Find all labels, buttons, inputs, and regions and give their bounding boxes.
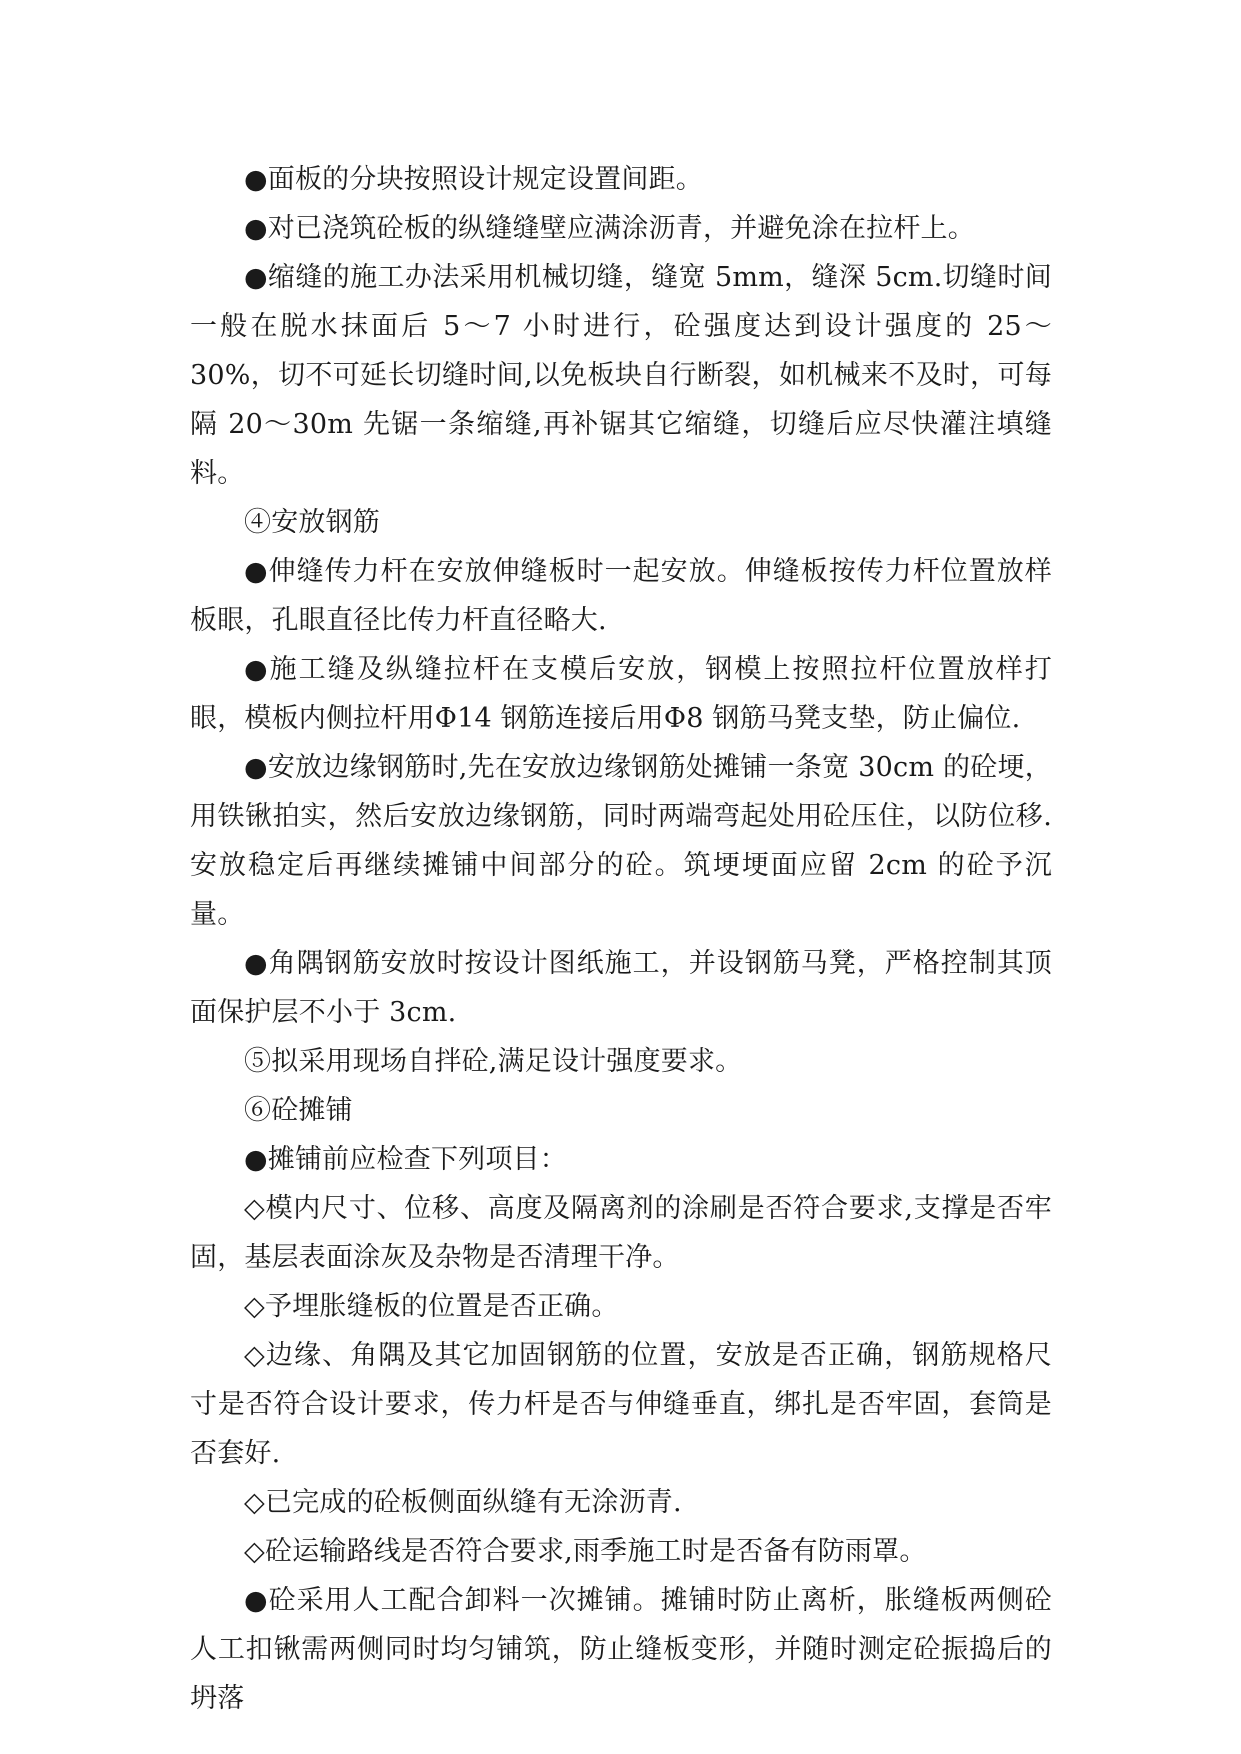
paragraph: ●缩缝的施工办法采用机械切缝，缝宽 5mm，缝深 5cm.切缝时间一般在脱水抹面后 5～7 小时进行，砼强度达到设计强度的 25～30%，切不可延长切缝时间,以免板块自行断裂，如机械来不及时，可每隔 20～30m 先锯一条缩缝,再补锯其它缩缝，切缝后应尽快灌注填缝料。 (190, 262, 1052, 489)
paragraph: ●面板的分块按照设计规定设置间距。 (244, 164, 703, 195)
paragraph: ●伸缝传力杆在安放伸缝板时一起安放。伸缝板按传力杆位置放样板眼，孔眼直径比传力杆直径略大. (190, 556, 1052, 636)
section-heading: ④安放钢筋 (244, 507, 380, 538)
paragraph: ●施工缝及纵缝拉杆在支模后安放，钢模上按照拉杆位置放样打眼，模板内侧拉杆用Φ14 钢筋连接后用Φ8 钢筋马凳支垫，防止偏位. (190, 654, 1052, 734)
paragraph: ●砼采用人工配合卸料一次摊铺。摊铺时防止离析，胀缝板两侧砼人工扣锹需两侧同时均匀铺筑，防止缝板变形，并随时测定砼振捣后的坍落 (190, 1585, 1052, 1714)
checklist-item: ◇边缘、角隅及其它加固钢筋的位置，安放是否正确，钢筋规格尺寸是否符合设计要求，传力杆是否与伸缝垂直，绑扎是否牢固，套筒是否套好. (190, 1340, 1052, 1469)
paragraph: ●角隅钢筋安放时按设计图纸施工，并设钢筋马凳，严格控制其顶面保护层不小于 3cm. (190, 948, 1052, 1028)
section-heading: ⑥砼摊铺 (244, 1095, 353, 1126)
paragraph: ●对已浇筑砼板的纵缝缝壁应满涂沥青，并避免涂在拉杆上。 (244, 213, 975, 244)
document-body (190, 155, 1052, 1723)
checklist-item: ◇砼运输路线是否符合要求,雨季施工时是否备有防雨罩。 (244, 1536, 927, 1567)
paragraph: ●摊铺前应检查下列项目： (244, 1144, 567, 1175)
checklist-item: ◇已完成的砼板侧面纵缝有无涂沥青. (244, 1487, 682, 1518)
section-heading: ⑤拟采用现场自拌砼,满足设计强度要求。 (244, 1046, 743, 1077)
checklist-item: ◇模内尺寸、位移、高度及隔离剂的涂刷是否符合要求,支撑是否牢固，基层表面涂灰及杂物是否清理干净。 (190, 1193, 1052, 1273)
checklist-item: ◇予埋胀缝板的位置是否正确。 (244, 1291, 619, 1322)
paragraph: ●安放边缘钢筋时,先在安放边缘钢筋处摊铺一条宽 30cm 的砼埂，用铁锹拍实，然后安放边缘钢筋，同时两端弯起处用砼压住，以防位移.安放稳定后再继续摊铺中间部分的砼。筑埂埂面应留 2cm 的砼予沉量。 (190, 752, 1052, 930)
